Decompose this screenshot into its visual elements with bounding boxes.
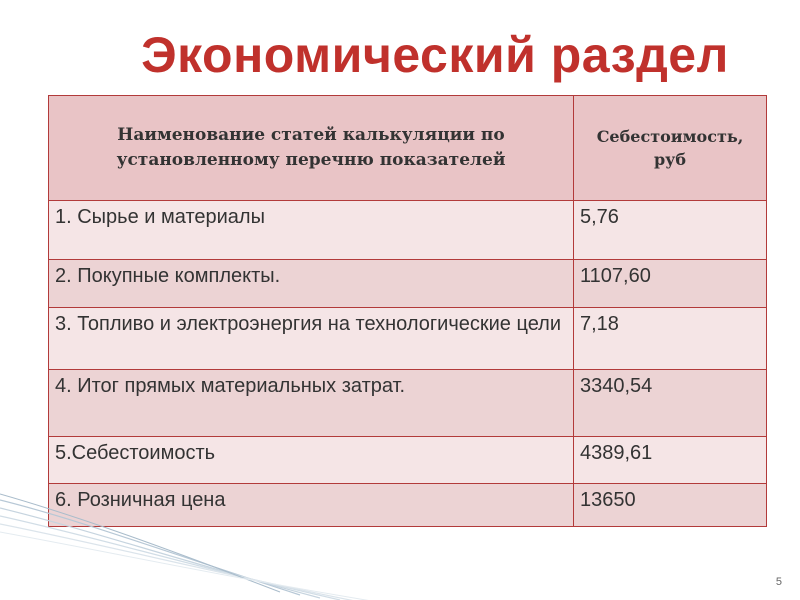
table-row [49,201,767,260]
column-header-item: Наименование статей калькуляции по установленному перечню показателей [49,96,574,201]
calculation-table [48,95,767,527]
table-row [49,370,767,437]
slide-title: Экономический раздел [141,27,729,83]
column-header-cost: Себестоимость, руб [574,96,767,201]
table-row [49,437,767,484]
row-value-cell: 3340,54 [574,370,767,437]
row-value-cell: 13650 [574,484,767,527]
page-number: 5 [775,576,782,588]
decorative-wave-lines [0,480,420,600]
table-header-row [49,96,767,201]
row-name-cell: 1. Сырье и материалы [49,201,574,260]
row-value-cell: 1107,60 [574,260,767,308]
table-row [49,308,767,370]
row-value-cell: 4389,61 [574,437,767,484]
row-value-cell: 5,76 [574,201,767,260]
table-row [49,260,767,308]
row-name-cell: 4. Итог прямых материальных затрат. [49,370,574,437]
row-name-cell: 5.Себестоимость [49,437,574,484]
row-name-cell: 2. Покупные комплекты. [49,260,574,308]
row-name-cell: 3. Топливо и электроэнергия на технологические цели [49,308,574,370]
row-name-cell: 6. Розничная цена [49,484,574,527]
row-value-cell: 7,18 [574,308,767,370]
